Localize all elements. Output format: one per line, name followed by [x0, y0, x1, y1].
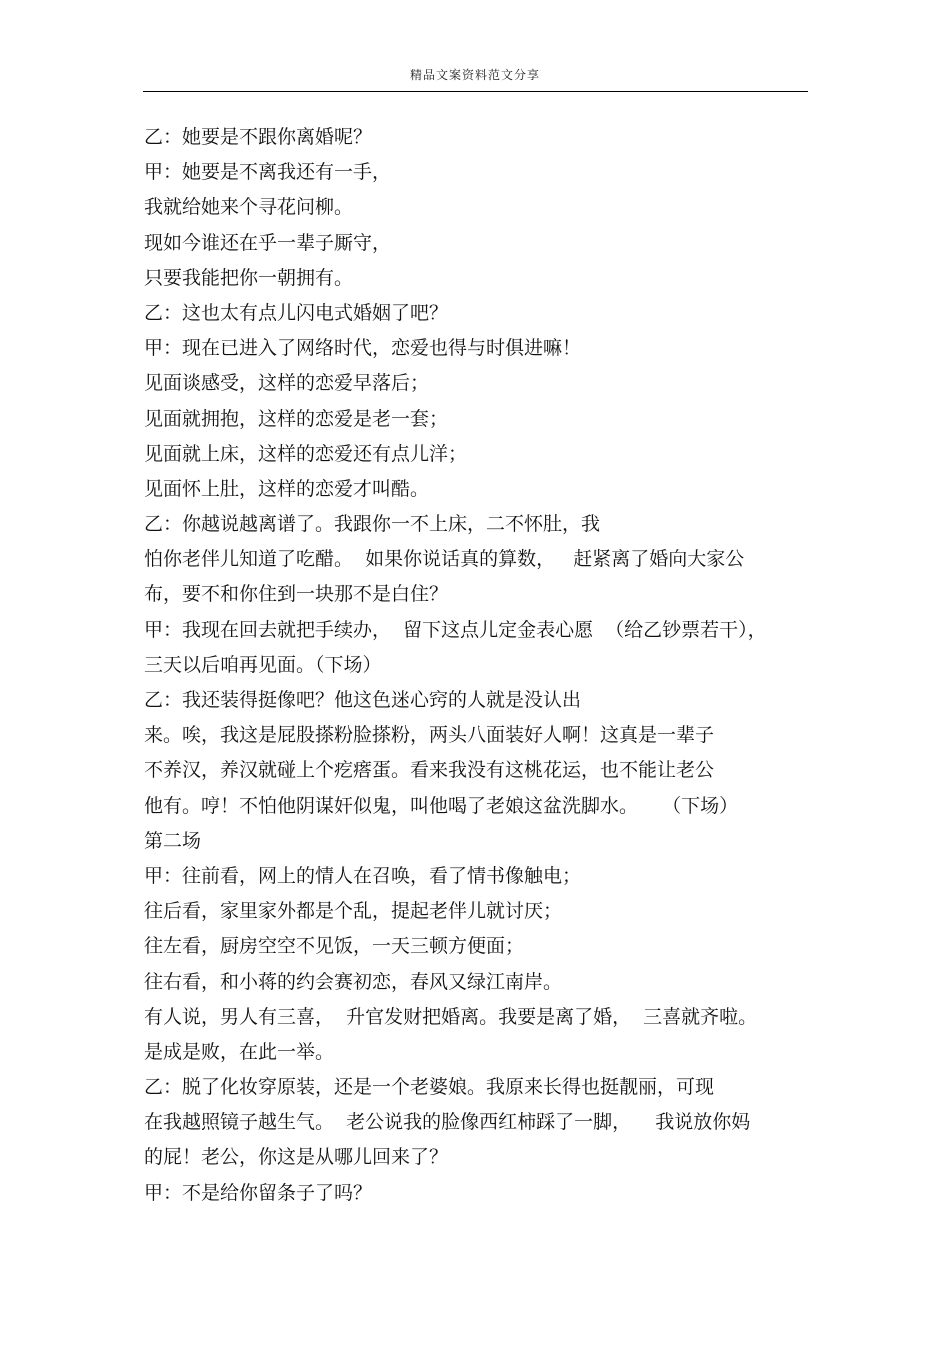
text-line: 见面怀上肚，这样的恋爱才叫酷。: [144, 477, 430, 500]
text-line: 乙：她要是不跟你离婚呢？: [144, 126, 373, 148]
text-line: 我就给她来个寻花问柳。: [144, 196, 354, 219]
text-line: 怕你老伴儿知道了吃醋。 如果你说话真的算数， 赶紧离了婚向大家公: [144, 548, 745, 571]
page-header: 精品文案资料范文分享: [409, 68, 540, 82]
text-line: 见面就拥抱，这样的恋爱是老一套；: [144, 407, 449, 430]
text-line: 乙：脱了化妆穿原装，还是一个老婆娘。我原来长得也挺靓丽，可现: [144, 1076, 715, 1099]
text-line: 不养汉，养汉就碰上个疙瘩蛋。看来我没有这桃花运，也不能让老公: [144, 759, 715, 782]
text-line: 甲：不是给你留条子了吗？: [144, 1181, 373, 1204]
text-line: 甲：她要是不离我还有一手，: [144, 161, 392, 184]
text-line: 往右看，和小蒋的约会赛初恋，春风又绿江南岸。: [144, 970, 563, 993]
text-line: 来。唉，我这是屁股搽粉脸搽粉，两头八面装好人啊！这真是一辈子: [144, 724, 715, 747]
text-line: 三天以后咱再见面。（下场）: [144, 653, 382, 676]
text-line: 是成是败，在此一举。: [144, 1040, 335, 1063]
text-line: 甲：我现在回去就把手续办， 留下这点儿定金表心愿 （给乙钞票若干），: [144, 618, 767, 641]
text-line: 只要我能把你一朝拥有。: [144, 266, 354, 289]
text-line: 往后看，家里家外都是个乱，提起老伴儿就讨厌；: [144, 900, 563, 923]
text-line: 往左看，厨房空空不见饭，一天三顿方便面；: [144, 935, 525, 958]
text-line: 甲：往前看，网上的情人在召唤，看了情书像触电；: [144, 864, 582, 887]
text-line: 布，要不和你住到一块那不是白住？: [144, 583, 449, 606]
text-line: 他有。哼！不怕他阴谋奸似鬼，叫他喝了老娘这盆洗脚水。 （下场）: [144, 794, 739, 817]
header-rule: [143, 91, 808, 92]
text-line: 见面谈感受，这样的恋爱早落后；: [144, 372, 430, 395]
text-line: 乙：你越说越离谱了。我跟你一不上床，二不怀肚，我: [144, 513, 601, 536]
document-body: [144, 120, 814, 1211]
text-line: 见面就上床，这样的恋爱还有点儿洋；: [144, 442, 468, 465]
text-line: 乙：我还装得挺像吧？他这色迷心窍的人就是没认出: [144, 689, 582, 711]
text-line: 有人说，男人有三喜， 升官发财把婚离。我要是离了婚， 三喜就齐啦。: [144, 1005, 758, 1028]
text-line: 现如今谁还在乎一辈子厮守，: [144, 231, 392, 254]
scene-heading: 第二场: [144, 829, 202, 852]
text-line: 乙：这也太有点儿闪电式婚姻了吧？: [144, 301, 449, 324]
text-line: 在我越照镜子越生气。 老公说我的脸像西红柿踩了一脚， 我说放你妈: [144, 1111, 751, 1134]
text-line: 甲：现在已进入了网络时代，恋爱也得与时俱进嘛！: [144, 337, 582, 360]
text-line: 的屁！老公，你这是从哪儿回来了？: [144, 1146, 449, 1169]
